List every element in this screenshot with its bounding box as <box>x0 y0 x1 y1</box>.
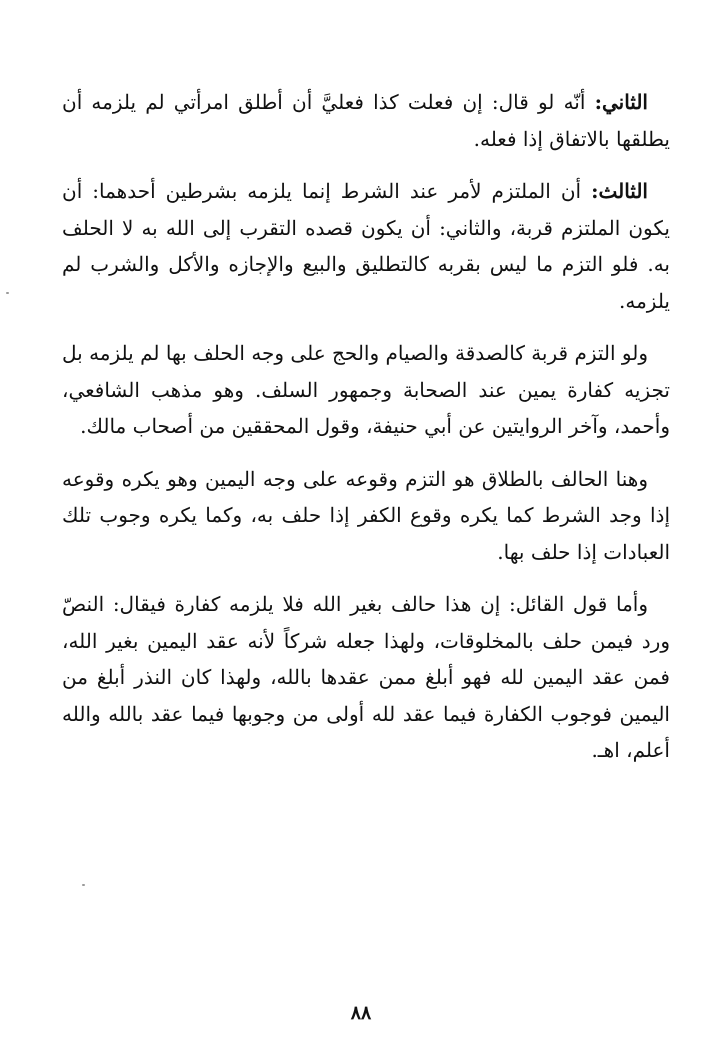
body-text <box>62 84 670 785</box>
paragraph-text-5: وأما قول القائل: إن هذا حالف بغير الله فلا يلزمه كفارة فيقال: النصّ ورد فيمن حلف بالمخلوقات، ولهذا جعله شركاً لأنه عقد اليمين بغير الله، فمن عقد اليمين لله فهو أبلغ ممن عقدها بالله، ولهذا كان النذر أبلغ من اليمين فوجوب الكفارة فيما عقد لله أولى من وجوبها فيما عقد بالله والله أعلم، اهـ. <box>62 592 670 762</box>
paragraph-text-3: ولو التزم قربة كالصدقة والصيام والحج على وجه الحلف بها لم يلزمه بل تجزيه كفارة يمين عند الصحابة وجمهور السلف. وهو مذهب الشافعي، وأحمد، وآخر الروايتين عن أبي حنيفة، وقول المحققين من أصحاب مالك. <box>62 341 670 438</box>
paragraph-2 <box>62 173 670 319</box>
paragraph-3 <box>62 335 670 445</box>
paragraph-1 <box>62 84 670 157</box>
paragraph-lead-2: الثالث: <box>591 179 648 203</box>
paragraph-text-4: وهنا الحالف بالطلاق هو التزم وقوعه على وجه اليمين وهو يكره وقوعه إذا وجد الشرط كما يكره وقوع الكفر إذا حلف به، وكما يكره وجوب تلك العبادات إذا حلف بها. <box>62 466 670 564</box>
paragraph-4 <box>62 461 670 571</box>
paragraph-text-1: أنّه لو قال: إن فعلت كذا فعليَّ أن أطلق امرأتي لم يلزمه أن يطلقها بالاتفاق إذا فعله. <box>62 90 670 151</box>
paragraph-text-2: أن الملتزم لأمر عند الشرط إنما يلزمه بشرطين أحدهما: أن يكون الملتزم قربة، والثاني: أن يكون قصده التقرب إلى الله به لا الحلف به. فلو التزم ما ليس بقربه كالتطليق والبيع والإجازه والأكل والشرب لم يلزمه. <box>62 179 670 313</box>
scan-speck <box>6 292 9 294</box>
page-number: ٨٨ <box>350 1002 372 1024</box>
paragraph-lead-1: الثاني: <box>594 90 648 114</box>
scan-speck <box>82 884 85 886</box>
paragraph-5 <box>62 586 670 769</box>
